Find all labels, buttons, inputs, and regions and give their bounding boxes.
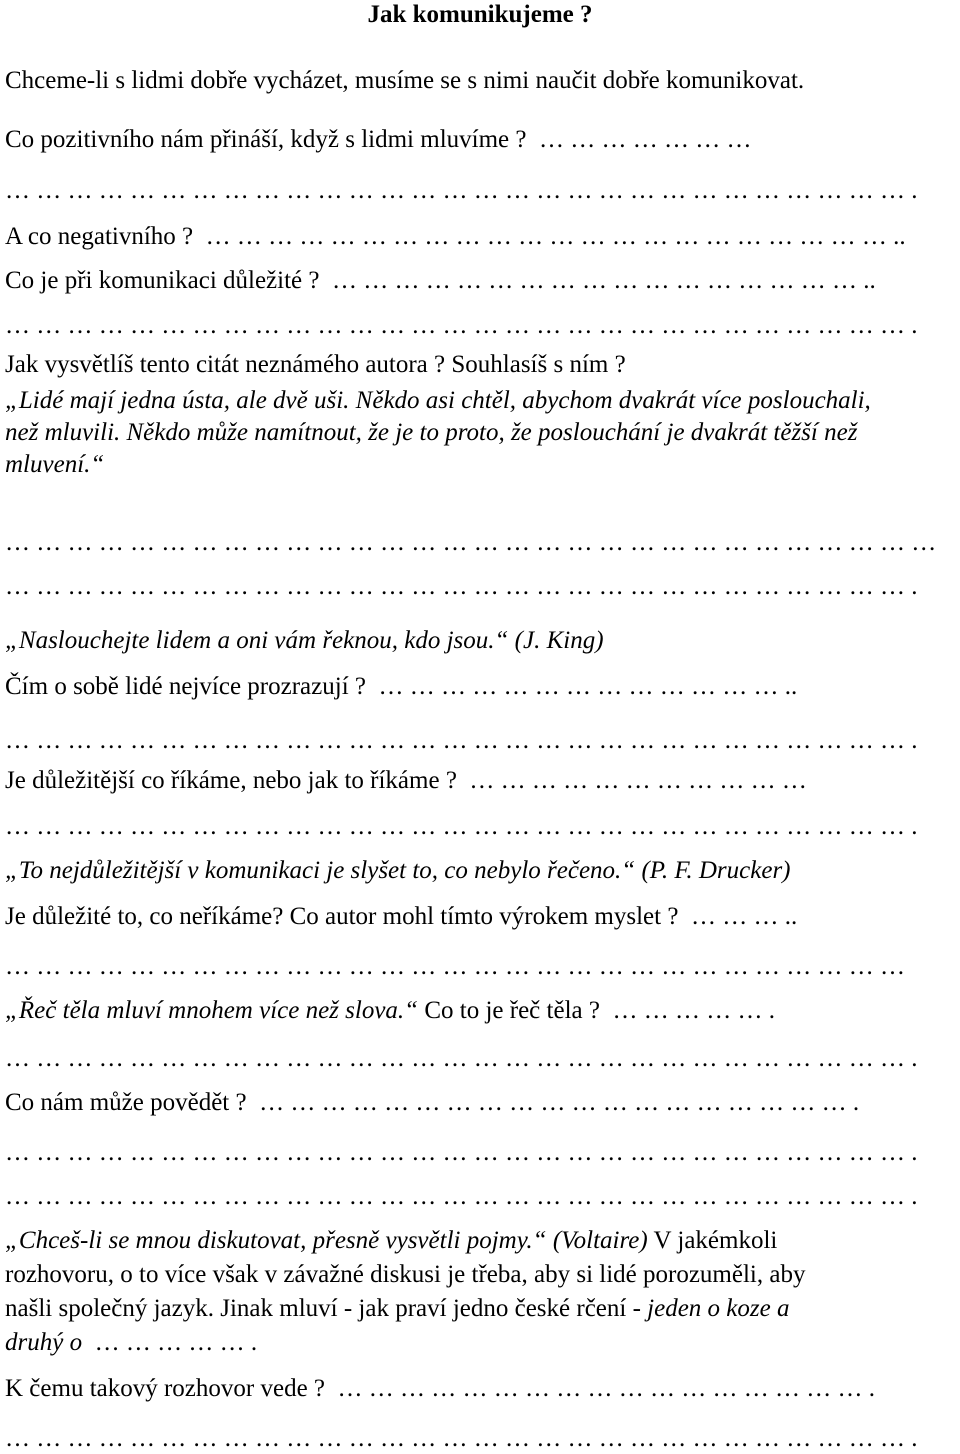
- answer-line[interactable]: … … … … … … … … … … … … … … … … … … … … … … … … … … … … … .: [5, 573, 918, 600]
- answer-line[interactable]: … … … … … … … … … … … … … … … … … … … … … … … … … … … … … .: [5, 1045, 918, 1072]
- saying-text: jeden o koze a: [647, 1295, 790, 1322]
- page-title: Jak komunikujeme ?: [367, 1, 593, 28]
- quote-line: mluvení.“: [5, 451, 105, 478]
- answer-line[interactable]: … … … … … … … … … … … … … … … … … … … … … … … … … … … … … .: [5, 312, 918, 339]
- answer-line[interactable]: … … … … … … … … … … … … … … … … … … … … … … … … … … … … … .: [5, 177, 918, 204]
- question-body-language: [5, 996, 954, 1026]
- saying-text: druhý o: [5, 1329, 83, 1356]
- intro-line: Chceme-li s lidmi dobře vycházet, musíme se s nimi naučit dobře komunikovat.: [5, 67, 805, 94]
- quote-line: „Lidé mají jedna ústa, ale dvě uši. Někdo asi chtěl, abychom dvakrát více poslouchali,: [5, 387, 871, 414]
- quote-line: než mluvili. Někdo může namítnout, že je to proto, že poslouchání je dvakrát těžší než: [5, 419, 858, 446]
- quote-drucker: „To nejdůležitější v komunikaci je slyšet to, co nebylo řečeno.“ (P. F. Drucker): [5, 857, 791, 884]
- quote-body-language: „Řeč těla mluví mnohem více než slova.“: [5, 997, 419, 1024]
- question-negative: A co negativního ? … … … … … … … … … … … … … … … … … … … … … … ..: [5, 223, 906, 250]
- question-leads-to: K čemu takový rozhovor vede ? … … … … … … … … … … … … … … … … … .: [5, 1375, 876, 1402]
- question-positive: Co pozitivního nám přináší, když s lidmi mluvíme ? … … … … … … …: [5, 126, 752, 153]
- question-reveal: Čím o sobě lidé nejvíce prozrazují ? … … … … … … … … … … … … … ..: [5, 673, 798, 700]
- body-language-question: Co to je řeč těla ? … … … … … .: [418, 997, 775, 1024]
- answer-line[interactable]: … … … … … … … … … … … … … … … … … … … … … … … … … … … … … .: [5, 727, 918, 754]
- quote-king: „Naslouchejte lidem a oni vám řeknou, kdo jsou.“ (J. King): [5, 627, 604, 654]
- answer-line[interactable]: … … … … … … … … … … … … … … … … … … … … … … … … … … … … … .: [5, 1139, 918, 1166]
- answer-line[interactable]: … … … … … … … … … … … … … … … … … … … … … … … … … … … … … .: [5, 1183, 918, 1210]
- paragraph-line: [5, 1328, 954, 1358]
- answer-line[interactable]: … … … … … … … … … … … … … … … … … … … … … … … … … … … … …: [5, 953, 905, 980]
- question-unsaid: Je důležité to, co neříkáme? Co autor mohl tímto výrokem myslet ? … … … ..: [5, 903, 798, 930]
- paragraph-text: našli společný jazyk. Jinak mluví - jak praví jedno české rčení -: [5, 1295, 648, 1322]
- question-quote: Jak vysvětlíš tento citát neznámého autora ? Souhlasíš s ním ?: [5, 351, 626, 378]
- answer-line[interactable]: … … … … … … … … … … … … … … … … … … … … … … … … … … … … … .: [5, 813, 918, 840]
- voltaire-line: [5, 1226, 954, 1256]
- question-what-how: Je důležitější co říkáme, nebo jak to říkáme ? … … … … … … … … … … …: [5, 767, 807, 794]
- answer-line[interactable]: … … … … … … … … … … … … … … … … … … … … … … … … … … … … … .: [5, 1425, 918, 1452]
- voltaire-text: V jakémkoli: [647, 1227, 778, 1254]
- quote-voltaire: „Chceš-li se mnou diskutovat, přesně vysvětli pojmy.“ (Voltaire): [5, 1227, 648, 1254]
- answer-line[interactable]: … … … … … … … … … … … … … … … … … … … … … … … … … … … … … …: [5, 529, 937, 556]
- paragraph-line: [5, 1294, 954, 1324]
- question-important: Co je při komunikaci důležité ? … … … … … … … … … … … … … … … … … ..: [5, 267, 876, 294]
- paragraph-line: rozhovoru, o to více však v závažné diskusi je třeba, aby si lidé porozuměli, aby: [5, 1261, 806, 1288]
- question-tell-us: Co nám může povědět ? … … … … … … … … … … … … … … … … … … … .: [5, 1089, 860, 1116]
- saying-blank[interactable]: … … … … … .: [82, 1329, 258, 1356]
